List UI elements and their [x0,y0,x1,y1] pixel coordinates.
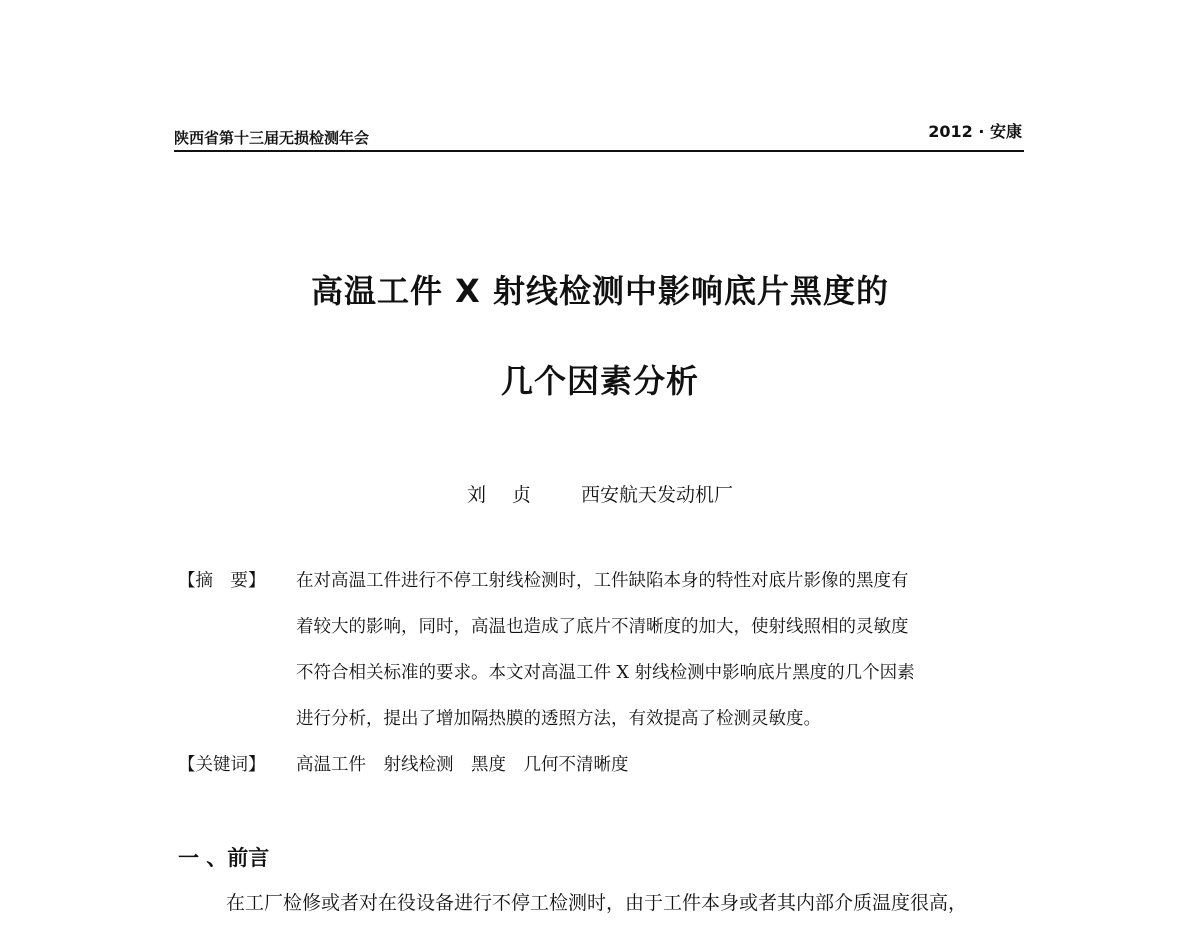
abstract-block [178,566,1028,796]
author-name: 刘 贞 [466,484,542,506]
conference-name: 陕西省第十三届无损检测年会 [174,129,370,147]
header-rule [174,150,1024,152]
running-header [174,112,1024,152]
keywords-text: 高温工件 射线检测 黑度 几何不清晰度 [296,755,629,775]
abstract-line: 在对高温工件进行不停工射线检测时，工件缺陷本身的特性对底片影像的黑度有 [296,571,909,591]
abstract-row [178,658,1028,704]
abstract-line: 着较大的影响，同时，高温也造成了底片不清晰度的加大，使射线照相的灵敏度 [296,617,909,637]
keywords-label: 【关键词】 [178,755,266,775]
paper-title-line-1: 高温工件 X 射线检测中影响底片黑度的 [311,272,889,310]
year-location: 2012 · 安康 [928,122,1022,141]
paper-title-line-2: 几个因素分析 [500,362,699,400]
abstract-line: 不符合相关标准的要求。本文对高温工件 X 射线检测中影响底片黑度的几个因素 [296,663,915,683]
body-paragraph: 在工厂检修或者对在役设备进行不停工检测时，由于工件本身或者其内部介质温度很高， [226,892,968,914]
abstract-row [178,704,1028,750]
section-heading: 一 、前言 [178,846,270,870]
keywords-row [178,750,1028,796]
abstract-line: 进行分析，提出了增加隔热膜的透照方法，有效提高了检测灵敏度。 [296,709,821,729]
author-affiliation: 西安航天发动机厂 [581,484,734,506]
abstract-label: 【摘 要】 [178,571,266,591]
author-line [0,480,1200,507]
abstract-row [178,612,1028,658]
abstract-row [178,566,1028,612]
